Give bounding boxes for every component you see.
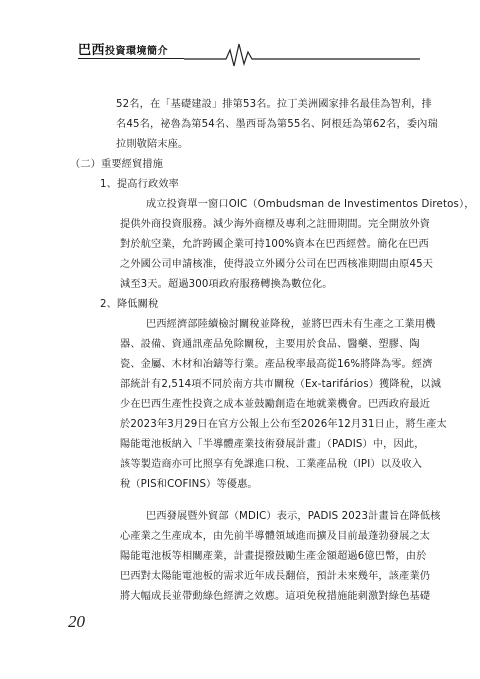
body-line: 名45名，祕魯為第54名、墨西哥為第55名、阿根廷為第62名，委內瑞 — [116, 119, 438, 130]
paragraph-line: 巴西對太陽能電池板的需求近年成長翻倍，預計未來幾年，該產業仍 — [120, 571, 431, 582]
paragraph-line: 少在巴西生產性投資之成本並鼓勵創造在地就業機會。巴西政府最近 — [120, 399, 431, 410]
subsection-heading: 2、降低關稅 — [100, 299, 159, 310]
paragraph-line: 於2023年3月29日在官方公報上公布至2026年12月31日止，將生產太 — [120, 419, 447, 430]
body-line: 拉則敬陪末座。 — [116, 139, 189, 150]
paragraph-line: 部統計有2,514項不同於南方共市關稅（Ex-tarifários）獲降稅，以減 — [120, 379, 442, 390]
paragraph-line: 陽能電池板等相關產業，計畫提撥鼓勵生產金額超過6億巴幣，由於 — [120, 551, 427, 562]
paragraph-line: 減至3天。超過300項政府服務轉換為數位化。 — [120, 279, 333, 290]
paragraph-line: 巴西經濟部陸續檢討關稅並降稅，並將巴西未有生產之工業用機 — [146, 319, 436, 330]
paragraph-line: 之外國公司申請核准，使得設立外國分公司在巴西核准期間由原45天 — [120, 259, 434, 270]
paragraph-line: 巴西發展暨外貿部（MDIC）表示，PADIS 2023計畫旨在降低核 — [146, 511, 441, 522]
paragraph-line: 將大幅成長並帶動綠色經濟之效應。這項免稅措施能刺激對綠色基礎 — [120, 591, 431, 602]
paragraph-line: 陽能電池板納入「半導體產業技術發展計畫」（PADIS）中，因此， — [120, 439, 425, 450]
paragraph-line: 對於航空業，允許跨國企業可持100%資本在巴西經營。簡化在巴西 — [120, 239, 429, 250]
paragraph-line: 提供外商投資服務。減少海外商標及專利之註冊期間。完全開放外資 — [120, 219, 431, 230]
page-number: 20 — [68, 612, 85, 631]
paragraph-line: 成立投資單一窗口OIC（Ombudsman de Investimentos Diretos）， — [146, 199, 475, 210]
paragraph-line: 器、設備、資通訊產品免除關稅，主要用於食品、醫藥、塑膠、陶 — [120, 339, 420, 350]
section-title — [78, 43, 184, 59]
paragraph-line: 稅（PIS和COFINS）等優惠。 — [120, 479, 258, 490]
body-line: 52名，在「基礎建設」排第53名。拉丁美洲國家排名最佳為智利，排 — [116, 99, 432, 110]
subsection-heading: 1、提高行政效率 — [100, 179, 179, 190]
page-header — [0, 38, 480, 68]
heartbeat-line-decoration — [0, 38, 480, 68]
paragraph-line: 瓷、金屬、木材和冶鑄等行業。產品稅率最高從16%將降為零。經濟 — [120, 359, 433, 370]
paragraph-line: 該等製造商亦可比照享有免課進口稅、工業產品稅（IPI）以及收入 — [120, 459, 423, 470]
paragraph-line: 心產業之生產成本，由先前半導體領域進而擴及目前最蓬勃發展之太 — [120, 531, 431, 542]
section-title-rest: 投資環境簡介 — [105, 46, 169, 57]
section-title-main: 巴西 — [78, 43, 106, 58]
section-heading: （二）重要經貿措施 — [70, 159, 164, 170]
